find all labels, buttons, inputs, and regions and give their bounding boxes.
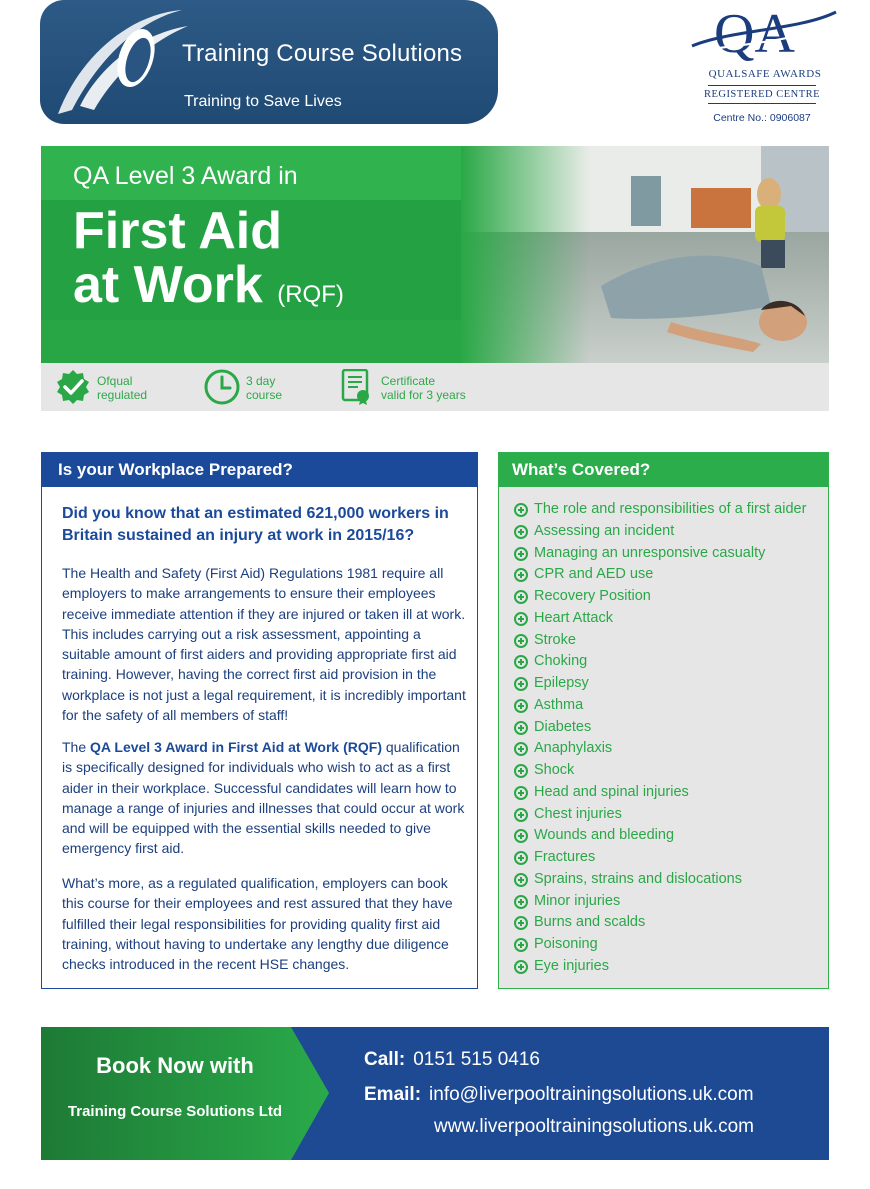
hero-title bbox=[73, 204, 344, 322]
covered-topic-label: Burns and scalds bbox=[534, 914, 646, 931]
covered-topic-item bbox=[514, 608, 806, 630]
covered-topic-label: Poisoning bbox=[534, 936, 598, 952]
covered-topic-label: Wounds and bleeding bbox=[534, 827, 675, 844]
covered-topic-item bbox=[514, 760, 806, 782]
plus-circle-icon bbox=[514, 895, 528, 909]
plus-circle-icon bbox=[514, 568, 528, 582]
covered-topic-label: Head and spinal injuries bbox=[534, 783, 689, 800]
plus-circle-icon bbox=[514, 808, 528, 822]
covered-topic-label: Diabetes bbox=[534, 718, 592, 735]
panel-heading: Is your Workplace Prepared? bbox=[42, 453, 477, 487]
hero-title-line2: at Work (RQF) bbox=[73, 256, 344, 314]
features-bar bbox=[41, 363, 829, 411]
qualification-name: QA Level 3 Award in First Aid at Work (RQF) bbox=[90, 739, 382, 755]
feature-line1: 3 day bbox=[246, 374, 276, 388]
qa-mark-icon bbox=[690, 0, 840, 70]
plus-circle-icon bbox=[514, 851, 528, 865]
panel-heading: What’s Covered? bbox=[499, 453, 828, 487]
book-now-heading: Book Now with bbox=[96, 1053, 254, 1078]
covered-topic-label: Epilepsy bbox=[534, 675, 589, 691]
covered-topic-item bbox=[514, 869, 806, 891]
email-address[interactable]: info@liverpooltrainingsolutions.uk.com bbox=[429, 1084, 754, 1105]
plus-circle-icon bbox=[514, 525, 528, 539]
plus-circle-icon bbox=[514, 764, 528, 778]
feature-line2: regulated bbox=[97, 388, 148, 402]
covered-topic-label: Eye injuries bbox=[534, 957, 609, 974]
covered-topic-label: Choking bbox=[534, 653, 588, 670]
qa-awarding-body: QUALSAFE AWARDS bbox=[708, 68, 822, 80]
covered-topic-item bbox=[514, 651, 806, 673]
brand-header bbox=[40, 0, 498, 124]
paragraph-employers: What’s more, as a regulated qualification, employers can book this course for their employees and rest assured that they have fulfilled their legal responsibilities for providing quality first aid training, without having to undertake any lengthy due diligence checks introduced in the recent HSE changes. bbox=[62, 875, 453, 973]
covered-topic-label: Asthma bbox=[534, 696, 584, 713]
check-badge-icon bbox=[55, 369, 91, 405]
whats-covered-panel bbox=[498, 452, 829, 989]
booking-footer bbox=[41, 1027, 829, 1160]
injury-question: Did you know that an estimated 621,000 workers in Britain sustained an injury at work in 2015/16? bbox=[62, 505, 449, 544]
brand-title: Training Course Solutions bbox=[182, 40, 463, 67]
plus-circle-icon bbox=[514, 503, 528, 517]
covered-topic-item bbox=[514, 630, 806, 652]
plus-circle-icon bbox=[514, 634, 528, 648]
hero-title-suffix: (RQF) bbox=[277, 281, 344, 308]
email-label: Email: bbox=[364, 1084, 422, 1105]
paragraph-regulations: The Health and Safety (First Aid) Regulations 1981 require all employers to make arrangements to ensure their employees receive immediate attention if they are injured or taken ill at work. This includes carrying out a risk assessment, appointing a suitable amount of first aiders and providing appropriate first aid training. However, having the correct first aid provision in the workplace is not just a legal requirement, it is incredibly important for the safety of all members of staff! bbox=[62, 565, 466, 724]
plus-circle-icon bbox=[514, 721, 528, 735]
covered-topic-item bbox=[514, 934, 806, 956]
call-label: Call: bbox=[364, 1049, 406, 1070]
covered-topic-label: CPR and AED use bbox=[534, 566, 654, 583]
hero-photo-injured-worker bbox=[461, 146, 829, 363]
feature-line2: valid for 3 years bbox=[381, 388, 466, 402]
covered-topic-label: Chest injuries bbox=[534, 805, 622, 822]
plus-circle-icon bbox=[514, 873, 528, 887]
brand-tagline: Training to Save Lives bbox=[184, 93, 342, 110]
covered-topics-list bbox=[514, 499, 806, 978]
plus-circle-icon bbox=[514, 960, 528, 974]
qa-logo bbox=[690, 0, 840, 130]
plus-circle-icon bbox=[514, 916, 528, 930]
plus-circle-icon bbox=[514, 590, 528, 604]
hero-banner bbox=[41, 146, 829, 363]
covered-topic-item bbox=[514, 717, 806, 739]
covered-topic-label: Stroke bbox=[534, 631, 576, 648]
covered-topic-item bbox=[514, 912, 806, 934]
covered-topic-label: Minor injuries bbox=[534, 892, 621, 909]
paragraph-qualification: The QA Level 3 Award in First Aid at Work (RQF) qualification is specifically designed for individuals who wish to act as a first aider in their workplace. Successful candidates will learn how to manage a range of injuries and illnesses that could occur at work and will be equipped with the essential skills needed to give emergency first aid. bbox=[62, 739, 465, 857]
covered-topic-item bbox=[514, 825, 806, 847]
covered-topic-item bbox=[514, 564, 806, 586]
plus-circle-icon bbox=[514, 699, 528, 713]
covered-topic-item bbox=[514, 804, 806, 826]
covered-topic-item bbox=[514, 673, 806, 695]
qa-mark-text: QA bbox=[714, 3, 795, 65]
email-contact bbox=[364, 1084, 754, 1106]
covered-topic-label: Anaphylaxis bbox=[534, 740, 613, 757]
covered-topic-item bbox=[514, 738, 806, 760]
covered-topic-item bbox=[514, 499, 806, 521]
plus-circle-icon bbox=[514, 612, 528, 626]
plus-circle-icon bbox=[514, 655, 528, 669]
website-link[interactable]: www.liverpooltrainingsolutions.uk.com bbox=[434, 1116, 754, 1137]
qa-centre-number: Centre No.: 0906087 bbox=[713, 112, 811, 124]
qa-registered-centre: REGISTERED CENTRE bbox=[703, 89, 821, 100]
book-now-company: Training Course Solutions Ltd bbox=[67, 1103, 283, 1120]
covered-topic-label: Heart Attack bbox=[534, 609, 613, 626]
covered-topic-item bbox=[514, 586, 806, 608]
covered-topic-item bbox=[514, 956, 806, 978]
hero-subtitle: QA Level 3 Award in bbox=[73, 162, 298, 190]
plus-circle-icon bbox=[514, 938, 528, 952]
qa-divider bbox=[708, 85, 816, 86]
phone-number[interactable]: 0151 515 0416 bbox=[413, 1049, 540, 1070]
book-now-arrow bbox=[41, 1027, 331, 1160]
phone-contact bbox=[364, 1049, 540, 1071]
hero-title-line1: First Aid bbox=[73, 202, 282, 260]
feature-line1: Ofqual bbox=[97, 374, 133, 388]
covered-topic-item bbox=[514, 891, 806, 913]
covered-topic-item bbox=[514, 847, 806, 869]
covered-topic-label: The role and responsibilities of a first aider bbox=[534, 501, 807, 517]
eye-logo-icon bbox=[50, 6, 190, 118]
covered-topic-item bbox=[514, 521, 806, 543]
plus-circle-icon bbox=[514, 829, 528, 843]
feature-line2: course bbox=[246, 388, 283, 402]
workplace-prepared-panel bbox=[41, 452, 478, 989]
covered-topic-label: Recovery Position bbox=[534, 588, 651, 604]
clock-icon bbox=[204, 369, 240, 405]
covered-topic-item bbox=[514, 695, 806, 717]
plus-circle-icon bbox=[514, 547, 528, 561]
covered-topic-label: Assessing an incident bbox=[534, 522, 675, 539]
certificate-icon bbox=[339, 369, 375, 405]
covered-topic-label: Shock bbox=[534, 762, 575, 778]
plus-circle-icon bbox=[514, 742, 528, 756]
covered-topic-label: Sprains, strains and dislocations bbox=[534, 870, 742, 887]
covered-topic-label: Managing an unresponsive casualty bbox=[534, 544, 766, 561]
plus-circle-icon bbox=[514, 786, 528, 800]
feature-line1: Certificate bbox=[381, 374, 436, 388]
covered-topic-item bbox=[514, 543, 806, 565]
plus-circle-icon bbox=[514, 677, 528, 691]
covered-topic-label: Fractures bbox=[534, 849, 596, 865]
covered-topic-item bbox=[514, 782, 806, 804]
qa-divider bbox=[708, 103, 816, 104]
